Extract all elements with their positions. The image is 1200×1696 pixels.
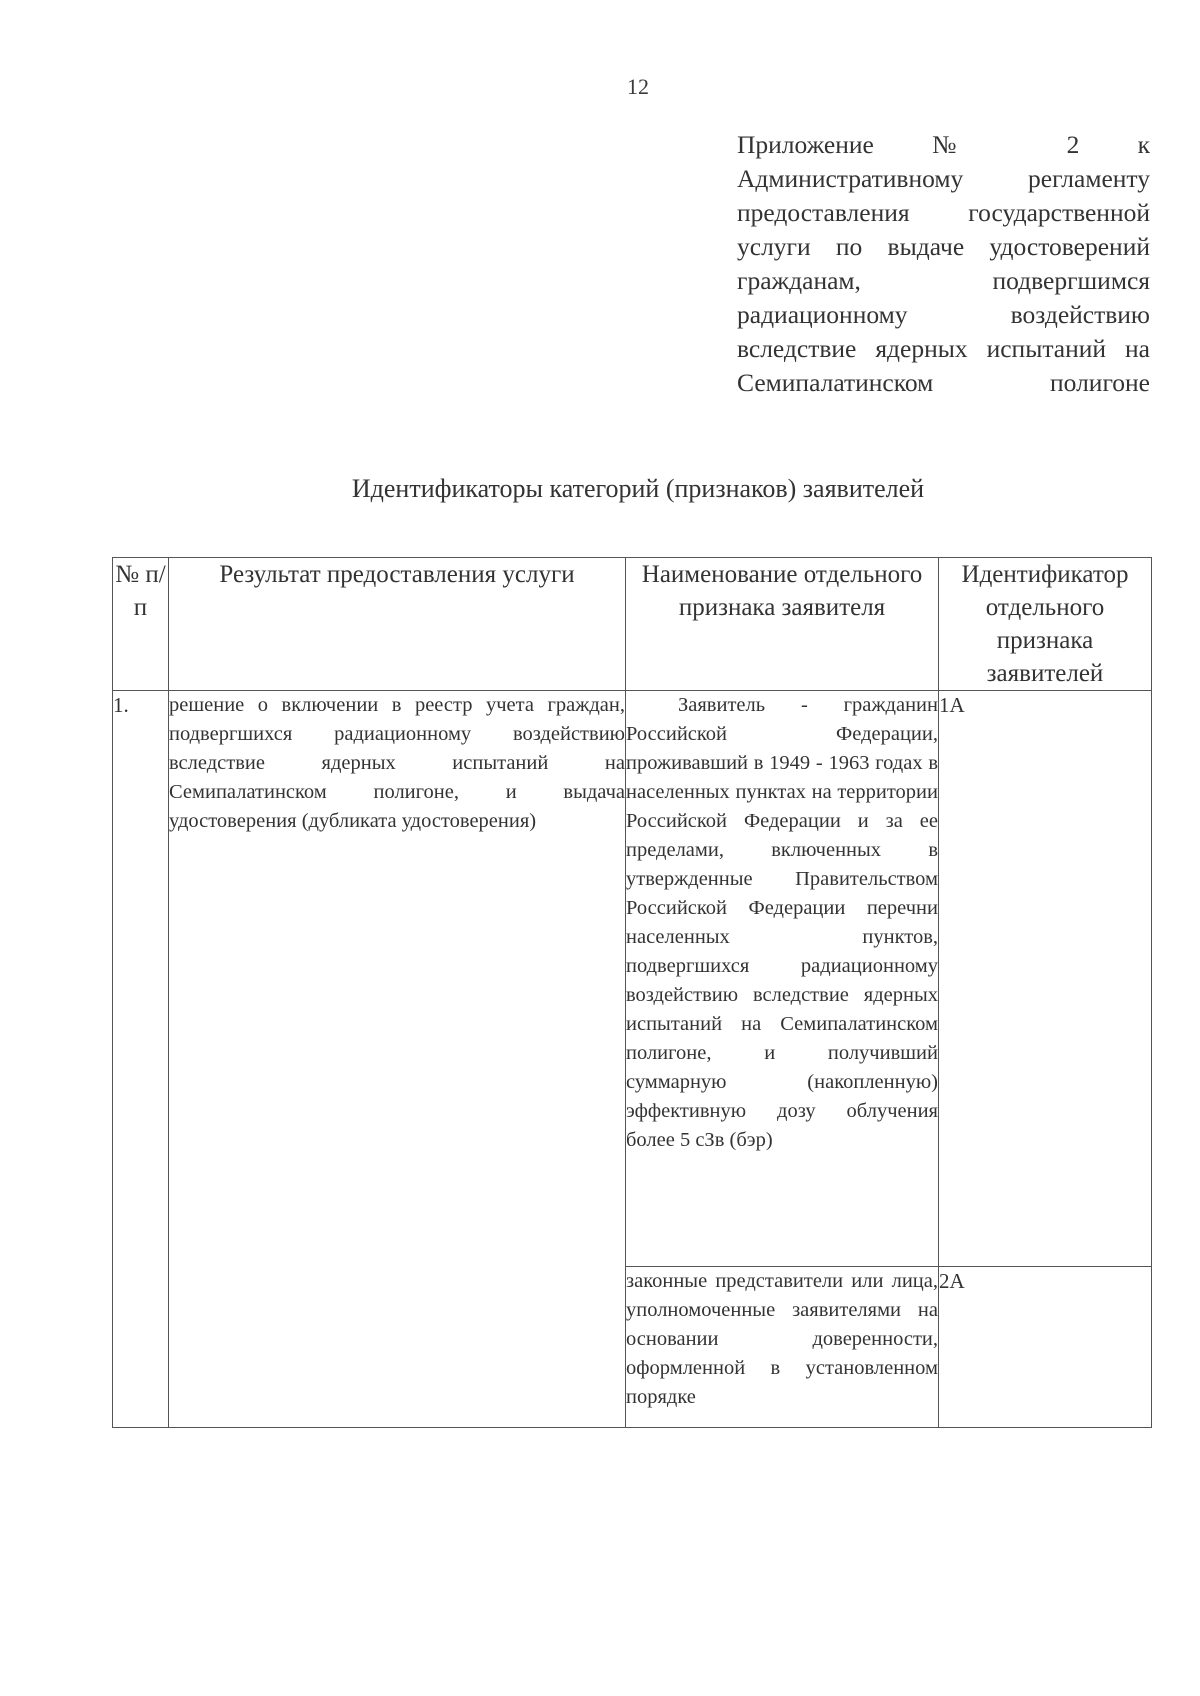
applicant-identifiers-table (112, 557, 1152, 1428)
service-result: решение о включении в реестр учета граждан, подвергшихся радиационному воздействию вследствие ядерных испытаний на Семипалатинском полигоне, и выдача удостоверения (дубликата удостоверения) (169, 691, 626, 1428)
header-id: Идентификатор отдельного признака заявителей (939, 558, 1152, 691)
table-row (113, 691, 1152, 1267)
document-title: Идентификаторы категорий (признаков) заявителей (351, 474, 925, 503)
applicant-category-id: 1А (939, 691, 1152, 1267)
applicant-category-name: законные представители или лица, уполномоченные заявителями на основании доверенности, оформленной в установленном порядке (626, 1267, 939, 1428)
row-number: 1. (113, 691, 169, 1428)
applicant-category-id: 2А (939, 1267, 1152, 1428)
appendix-note: Приложение № 2 к Административному регламенту предоставления государственной услуги по выдаче удостоверений гражданам, подвергшимся радиационному воздействию вследствие ядерных испытаний на Семипалатинском полигоне (737, 130, 1150, 397)
applicant-category-name: Заявитель - гражданин Российской Федерации, проживавший в 1949 - 1963 годах в населенных пунктах на территории Российской Федерации и за ее пределами, включенных в утвержденные Правительством Российской Федерации перечни населенных пунктов, подвергшихся радиационному воздействию вследствие ядерных испытаний на Семипалатинском полигоне, и получивший суммарную (накопленную) эффективную дозу облучения более 5 сЗв (бэр) (626, 691, 939, 1267)
header-result: Результат предоставления услуги (169, 558, 626, 691)
table-header-row (113, 558, 1152, 691)
header-name: Наименование отдельного признака заявителя (626, 558, 939, 691)
header-num: № п/п (113, 558, 169, 691)
page-number: 12 (627, 74, 649, 99)
